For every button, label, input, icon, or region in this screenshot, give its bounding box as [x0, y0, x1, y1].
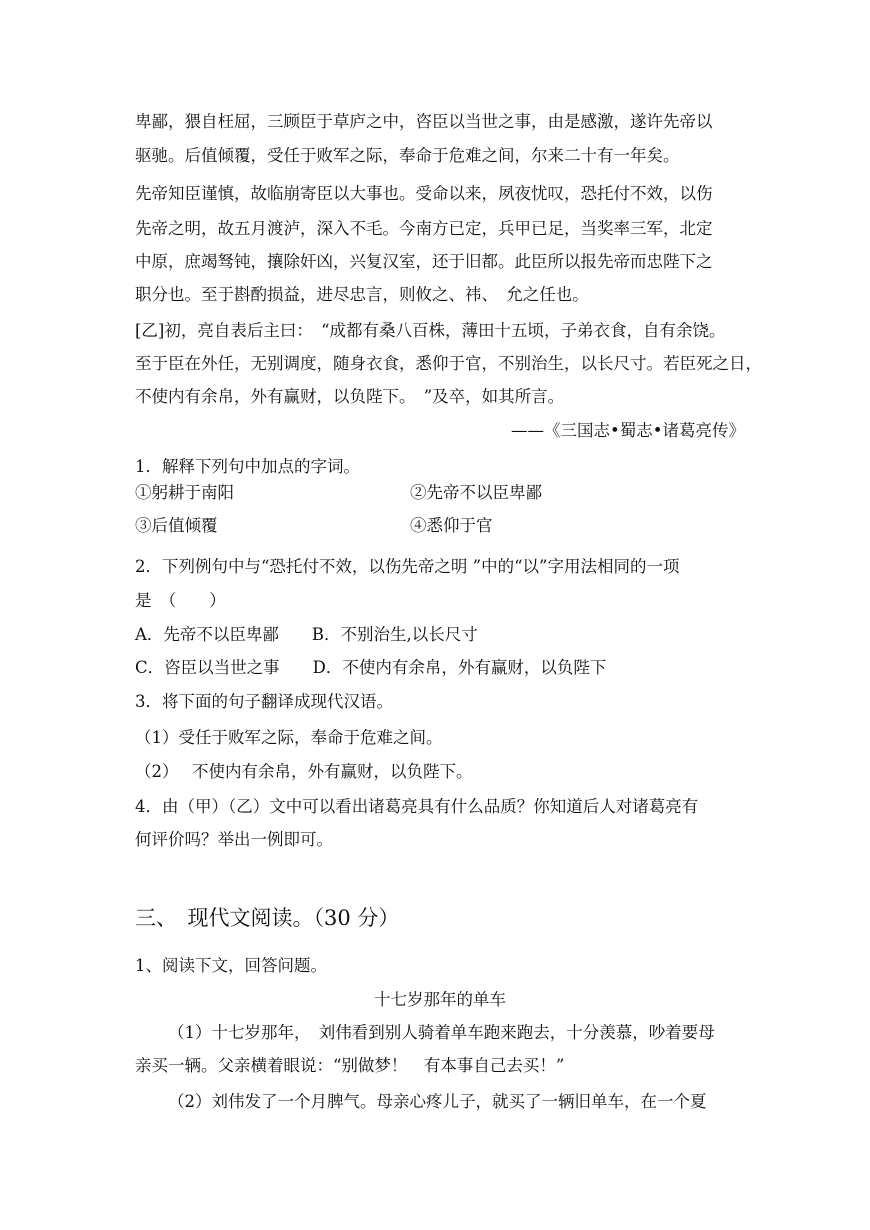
question-2-option: C．咨臣以当世之事 [135, 658, 280, 677]
passage-jia-line: 先帝知臣谨慎，故临崩寄臣以大事也。受命以来，夙夜忧叹，恐托付不效，以伤 [135, 184, 713, 203]
passage-yi-line: 不使内有余帛，外有赢财，以负陛下。 ”及卒，如其所言。 [135, 387, 565, 406]
question-1-row [135, 483, 745, 503]
question-1-stem: 1．解释下列句中加点的字词。 [135, 457, 360, 476]
article-paragraph: （2）刘伟发了一个月脾气。母亲心疼儿子，就买了一辆旧单车，在一个夏 [168, 1092, 707, 1111]
section-heading: 三、 现代文阅读。（30 分） [135, 906, 400, 930]
question-3-item: （1）受任于败军之际，奉命于危难之间。 [135, 728, 443, 747]
question-2-stem: 是 （ ） [135, 591, 226, 610]
question-1-item: ③后值倾覆 [135, 516, 218, 535]
question-1-row [135, 516, 745, 536]
question-3-item: （2） 不使内有余帛，外有赢财，以负陛下。 [135, 762, 473, 781]
question-2-options-row [135, 625, 745, 645]
passage-jia-line: 卑鄙，猥自枉屈，三顾臣于草庐之中，咨臣以当世之事，由是感激，遂许先帝以 [135, 112, 713, 131]
passage-jia-line: 先帝之明，故五月渡泸，深入不毛。今南方已定，兵甲已足，当奖率三军，北定 [135, 219, 713, 238]
question-1-item: ①躬耕于南阳 [135, 483, 234, 502]
question-2-option: D．不使内有余帛，外有赢财，以负陛下 [312, 658, 607, 677]
question-4-stem: 4．由（甲）（乙）文中可以看出诸葛亮具有什么品质？你知道后人对诸葛亮有 [135, 797, 699, 816]
article-paragraph: （1）十七岁那年， 刘伟看到别人骑着单车跑来跑去，十分羡慕，吵着要母 [168, 1023, 715, 1042]
article-title: 十七岁那年的单车 [374, 990, 506, 1009]
question-1-item: ④悉仰于官 [410, 516, 493, 535]
question-2-option: A．先帝不以臣卑鄙 [135, 625, 279, 644]
question-2-option: B．不别治生,以长尺寸 [311, 625, 478, 644]
section-instruction: 1、阅读下文，回答问题。 [135, 956, 327, 975]
question-3-stem: 3．将下面的句子翻译成现代汉语。 [135, 692, 393, 711]
passage-source: ——《三国志•蜀志•诸葛亮传》 [511, 421, 745, 440]
question-2-options-row [135, 658, 745, 678]
passage-yi-line: 至于臣在外任，无别调度，随身衣食，悉仰于官，不别治生，以长尺寸。若臣死之日， [135, 354, 762, 373]
question-4-stem: 何评价吗？举出一例即可。 [135, 830, 333, 849]
passage-jia-line: 中原，庶竭驽钝，攘除奸凶，兴复汉室，还于旧都。此臣所以报先帝而忠陛下之 [135, 252, 713, 271]
article-paragraph: 亲买一辆。父亲横着眼说：“别做梦！ 有本事自己去买！” [135, 1056, 565, 1075]
passage-yi-line: [乙]初，亮自表后主曰： “成都有桑八百株，薄田十五顷，子弟衣食，自有余饶。 [135, 321, 726, 340]
passage-jia-line: 驱驰。后值倾覆，受任于败军之际，奉命于危难之间，尔来二十有一年矣。 [135, 146, 680, 165]
question-1-item: ②先帝不以臣卑鄙 [410, 483, 542, 502]
question-2-stem: 2．下列例句中与“恐托付不效，以伤先帝之明 ”中的“以”字用法相同的一项 [135, 557, 680, 576]
passage-jia-line: 职分也。至于斟酌损益，进尽忠言，则攸之、祎、 允之任也。 [135, 285, 589, 304]
